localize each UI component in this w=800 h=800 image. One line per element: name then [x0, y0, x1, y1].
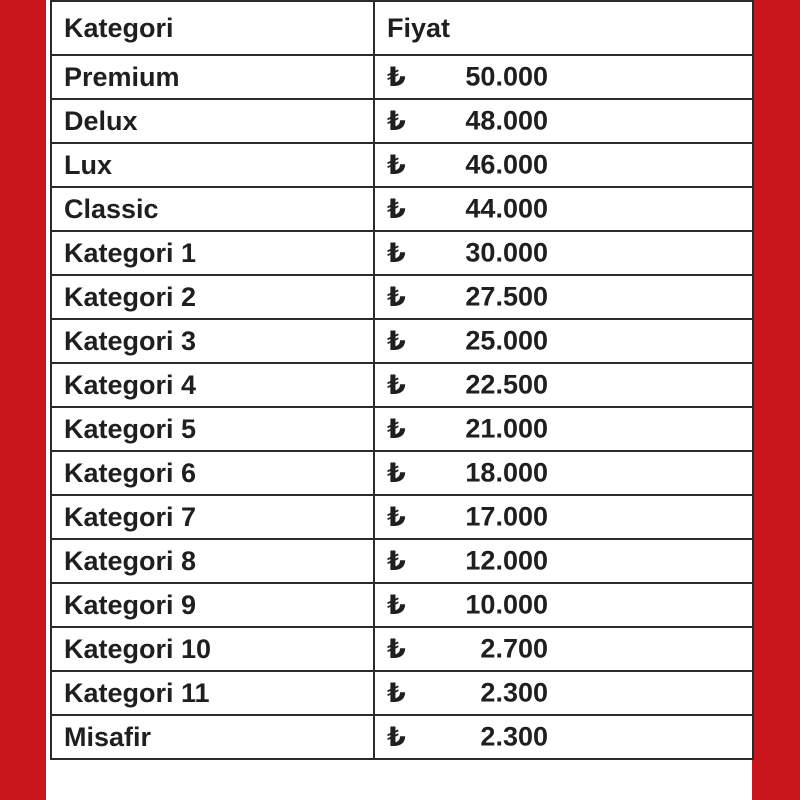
currency-symbol: ₺: [387, 501, 406, 532]
table-row: [51, 363, 753, 407]
price-amount: 2.700: [480, 633, 548, 664]
price-amount: 18.000: [465, 457, 548, 488]
price-amount: 27.500: [465, 281, 548, 312]
category-cell: Kategori 8: [51, 539, 374, 583]
table-row: [51, 539, 753, 583]
price-cell: [374, 451, 753, 495]
table-row: [51, 451, 753, 495]
table-row: [51, 231, 753, 275]
table-row: [51, 143, 753, 187]
header-category: Kategori: [51, 1, 374, 55]
table-row: [51, 627, 753, 671]
category-cell: Kategori 1: [51, 231, 374, 275]
table-row: [51, 671, 753, 715]
table-row: [51, 407, 753, 451]
currency-symbol: ₺: [387, 413, 406, 444]
price-amount: 48.000: [465, 105, 548, 136]
price-amount: 30.000: [465, 237, 548, 268]
price-cell: [374, 319, 753, 363]
price-cell: [374, 363, 753, 407]
price-cell: [374, 627, 753, 671]
currency-symbol: ₺: [387, 589, 406, 620]
category-cell: Classic: [51, 187, 374, 231]
price-amount: 46.000: [465, 149, 548, 180]
price-cell: [374, 275, 753, 319]
currency-symbol: ₺: [387, 105, 406, 136]
table-row: [51, 583, 753, 627]
category-cell: Premium: [51, 55, 374, 99]
currency-symbol: ₺: [387, 721, 406, 752]
price-amount: 2.300: [480, 677, 548, 708]
category-cell: Kategori 10: [51, 627, 374, 671]
table-row: [51, 55, 753, 99]
price-amount: 17.000: [465, 501, 548, 532]
table-row: [51, 495, 753, 539]
currency-symbol: ₺: [387, 369, 406, 400]
price-amount: 22.500: [465, 369, 548, 400]
currency-symbol: ₺: [387, 545, 406, 576]
currency-symbol: ₺: [387, 149, 406, 180]
currency-symbol: ₺: [387, 281, 406, 312]
category-cell: Kategori 7: [51, 495, 374, 539]
price-cell: [374, 671, 753, 715]
category-cell: Kategori 6: [51, 451, 374, 495]
category-cell: Kategori 3: [51, 319, 374, 363]
price-amount: 12.000: [465, 545, 548, 576]
category-cell: Misafir: [51, 715, 374, 759]
category-cell: Kategori 2: [51, 275, 374, 319]
table-row: [51, 187, 753, 231]
category-cell: Kategori 5: [51, 407, 374, 451]
price-cell: [374, 55, 753, 99]
currency-symbol: ₺: [387, 325, 406, 356]
price-amount: 2.300: [480, 721, 548, 752]
currency-symbol: ₺: [387, 633, 406, 664]
category-cell: Kategori 11: [51, 671, 374, 715]
category-cell: Delux: [51, 99, 374, 143]
table-row: [51, 715, 753, 759]
price-table: [50, 0, 754, 760]
price-cell: [374, 407, 753, 451]
currency-symbol: ₺: [387, 193, 406, 224]
currency-symbol: ₺: [387, 237, 406, 268]
header-price: Fiyat: [374, 1, 753, 55]
currency-symbol: ₺: [387, 61, 406, 92]
price-cell: [374, 715, 753, 759]
table-row: [51, 275, 753, 319]
currency-symbol: ₺: [387, 457, 406, 488]
currency-symbol: ₺: [387, 677, 406, 708]
table-header-row: [51, 1, 753, 55]
category-cell: Kategori 9: [51, 583, 374, 627]
table-row: [51, 99, 753, 143]
price-cell: [374, 231, 753, 275]
price-cell: [374, 143, 753, 187]
price-cell: [374, 495, 753, 539]
price-amount: 21.000: [465, 413, 548, 444]
price-amount: 44.000: [465, 193, 548, 224]
price-cell: [374, 539, 753, 583]
price-cell: [374, 99, 753, 143]
table-row: [51, 319, 753, 363]
price-amount: 50.000: [465, 61, 548, 92]
table-body: [51, 1, 753, 759]
category-cell: Lux: [51, 143, 374, 187]
price-amount: 10.000: [465, 589, 548, 620]
category-cell: Kategori 4: [51, 363, 374, 407]
price-cell: [374, 187, 753, 231]
price-cell: [374, 583, 753, 627]
price-amount: 25.000: [465, 325, 548, 356]
